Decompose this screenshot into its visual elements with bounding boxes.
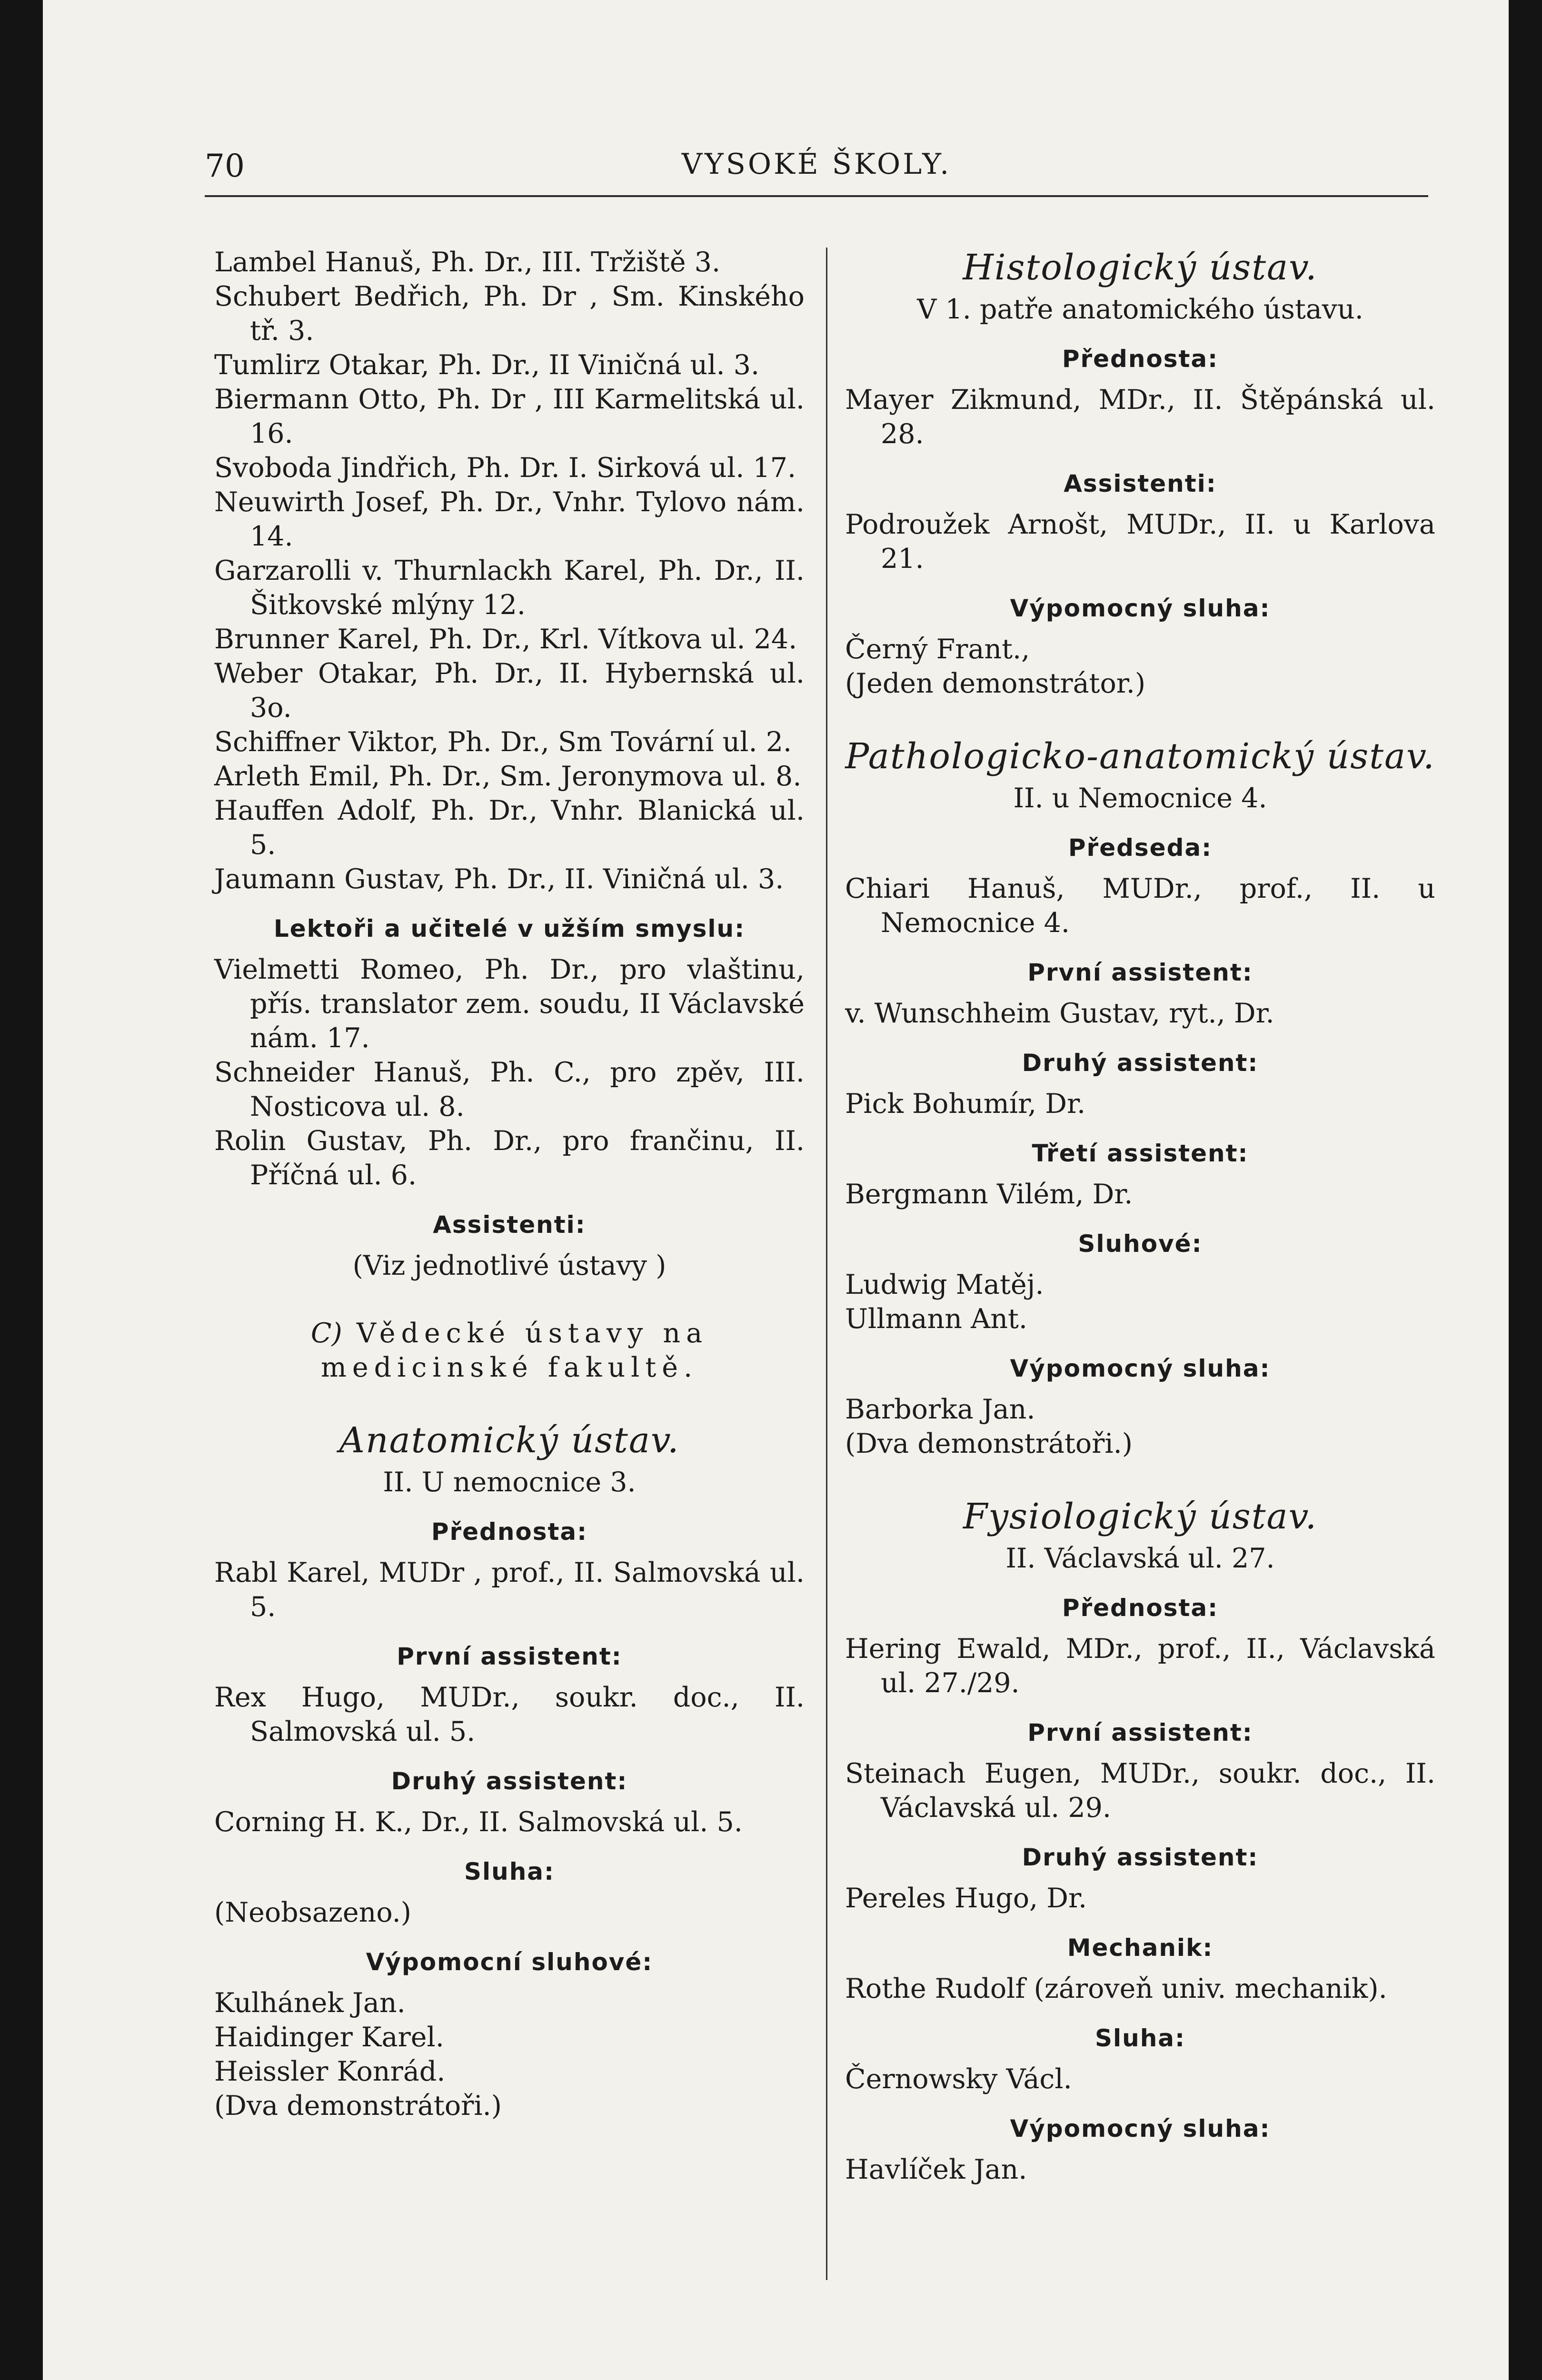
role-heading: Mechanik:	[1067, 1934, 1214, 1962]
role-heading: Výpomocný sluha:	[1010, 2115, 1271, 2142]
person-entry: Bergmann Vilém, Dr.	[845, 1179, 1133, 1210]
page-number: 70	[205, 148, 245, 184]
role-heading: Třetí assistent:	[1032, 1140, 1249, 1167]
role-heading: Sluha:	[1094, 2024, 1186, 2052]
person-entry: Rothe Rudolf (zároveň univ. mechanik).	[845, 1973, 1387, 2004]
faculty-entry: Jaumann Gustav, Ph. Dr., II. Viničná ul. 3.	[214, 863, 784, 895]
role-heading: Druhý assistent:	[1022, 1049, 1259, 1077]
role-heading: Druhý assistent:	[391, 1767, 628, 1795]
person-entry: Barborka Jan.	[845, 1394, 1035, 1425]
person-entry: (Jeden demonstrátor.)	[845, 668, 1146, 699]
faculty-entry: Arleth Emil, Ph. Dr., Sm. Jeronymova ul. 8.	[214, 761, 802, 792]
running-title: VYSOKÉ ŠKOLY.	[681, 148, 952, 181]
role-heading: Druhý assistent:	[1022, 1844, 1259, 1871]
faculty-entry: Schubert Bedřich, Ph. Dr , Sm. Kinského tř. 3.	[214, 281, 805, 347]
scan-edge-right	[1509, 0, 1542, 2380]
left-column	[214, 245, 805, 2123]
lecturer-entry: Schneider Hanuš, Ph. C., pro zpěv, III. Nosticova ul. 8.	[214, 1057, 805, 1122]
person-entry: Ullmann Ant.	[845, 1303, 1027, 1335]
faculty-entry: Schiffner Viktor, Ph. Dr., Sm Tovární ul. 2.	[214, 726, 792, 758]
role-heading: Předseda:	[1068, 834, 1213, 862]
person-entry: Steinach Eugen, MUDr., soukr. doc., II. Václavská ul. 29.	[845, 1758, 1435, 1824]
person-entry: Pereles Hugo, Dr.	[845, 1883, 1087, 1914]
institute-address: II. u Nemocnice 4.	[1013, 783, 1267, 814]
person-entry: Černowsky Václ.	[845, 2063, 1072, 2095]
section-c-letter: C)	[310, 1318, 342, 1349]
lecturer-entry: Vielmetti Romeo, Ph. Dr., pro vlaštinu, přís. translator zem. soudu, II Václavské nám. 17.	[214, 954, 805, 1054]
faculty-entry: Garzarolli v. Thurnlackh Karel, Ph. Dr., II. Šitkovské mlýny 12.	[214, 555, 805, 621]
institute-title-physiology: Fysiologický ústav.	[963, 1496, 1318, 1537]
faculty-entry: Lambel Hanuš, Ph. Dr., III. Tržiště 3.	[214, 247, 721, 278]
faculty-entry: Biermann Otto, Ph. Dr , III Karmelitská ul. 16.	[214, 384, 805, 449]
person-entry: v. Wunschheim Gustav, ryt., Dr.	[845, 998, 1274, 1029]
role-heading: První assistent:	[1027, 1719, 1253, 1746]
right-column	[845, 245, 1435, 2187]
institute-address: II. Václavská ul. 27.	[1005, 1543, 1275, 1574]
person-entry: Podroužek Arnošt, MUDr., II. u Karlova 21.	[845, 509, 1435, 575]
role-heading: První assistent:	[397, 1643, 622, 1670]
person-entry: Rex Hugo, MUDr., soukr. doc., II. Salmovská ul. 5.	[214, 1682, 805, 1747]
section-c-text: Vědecké ústavy na medicinské fakultě.	[320, 1318, 708, 1383]
role-heading: Přednosta:	[1062, 1594, 1219, 1622]
role-heading: Sluha:	[464, 1858, 555, 1885]
person-entry: (Neobsazeno.)	[214, 1897, 412, 1928]
person-entry: (Dva demonstrátoři.)	[214, 2090, 502, 2122]
section-c-heading	[214, 1316, 805, 1385]
person-entry: Heissler Konrád.	[214, 2056, 446, 2087]
role-heading: Výpomocný sluha:	[1010, 595, 1271, 622]
faculty-entry: Hauffen Adolf, Ph. Dr., Vnhr. Blanická ul. 5.	[214, 795, 805, 861]
institute-address: II. U nemocnice 3.	[383, 1467, 636, 1498]
header-rule	[205, 195, 1428, 197]
role-heading: Výpomocní sluhové:	[366, 1948, 653, 1976]
role-heading: Assistenti:	[1064, 470, 1217, 497]
institute-title-pathology: Pathologicko-anatomický ústav.	[845, 736, 1435, 777]
column-divider	[826, 248, 827, 2280]
page-header	[205, 148, 1428, 190]
role-heading: První assistent:	[1027, 959, 1253, 986]
person-entry: Chiari Hanuš, MUDr., prof., II. u Nemocnice 4.	[845, 873, 1435, 939]
scan-edge-left	[0, 0, 43, 2380]
person-entry: (Dva demonstrátoři.)	[845, 1428, 1133, 1459]
person-entry: Haidinger Karel.	[214, 2022, 444, 2053]
person-entry: Corning H. K., Dr., II. Salmovská ul. 5.	[214, 1806, 743, 1838]
faculty-entry: Weber Otakar, Ph. Dr., II. Hybernská ul. 3o.	[214, 658, 805, 724]
person-entry: Havlíček Jan.	[845, 2154, 1027, 2185]
institute-title-histology: Histologický ústav.	[963, 247, 1318, 288]
person-entry: Černý Frant.,	[845, 634, 1030, 665]
faculty-entry: Svoboda Jindřich, Ph. Dr. I. Sirková ul. 17.	[214, 452, 796, 484]
role-heading: Výpomocný sluha:	[1010, 1355, 1271, 1382]
role-heading: Přednosta:	[431, 1518, 588, 1546]
faculty-entry: Neuwirth Josef, Ph. Dr., Vnhr. Tylovo nám. 14.	[214, 486, 805, 552]
role-heading: Přednosta:	[1062, 345, 1219, 373]
faculty-entry: Tumlirz Otakar, Ph. Dr., II Viničná ul. 3.	[214, 349, 760, 381]
person-entry: Pick Bohumír, Dr.	[845, 1088, 1086, 1120]
role-heading: Sluhové:	[1078, 1230, 1203, 1258]
faculty-entry: Brunner Karel, Ph. Dr., Krl. Vítkova ul. 24.	[214, 624, 797, 655]
institute-address: V 1. patře anatomického ústavu.	[917, 294, 1363, 325]
lecturer-entry: Rolin Gustav, Ph. Dr., pro frančinu, II. Příčná ul. 6.	[214, 1125, 805, 1191]
person-entry: Mayer Zikmund, MDr., II. Štěpánská ul. 28.	[845, 384, 1435, 450]
institute-title-anatomy: Anatomický ústav.	[339, 1420, 680, 1461]
person-entry: Kulhánek Jan.	[214, 1987, 406, 2019]
assistants-heading: Assistenti:	[433, 1211, 586, 1239]
lecturers-heading: Lektoři a učitelé v užším smyslu:	[273, 915, 746, 942]
person-entry: Ludwig Matěj.	[845, 1269, 1044, 1300]
person-entry: Hering Ewald, MDr., prof., II., Václavská ul. 27./29.	[845, 1633, 1435, 1699]
person-entry: Rabl Karel, MUDr , prof., II. Salmovská ul. 5.	[214, 1557, 805, 1623]
assistants-note: (Viz jednotlivé ústavy )	[352, 1250, 667, 1281]
